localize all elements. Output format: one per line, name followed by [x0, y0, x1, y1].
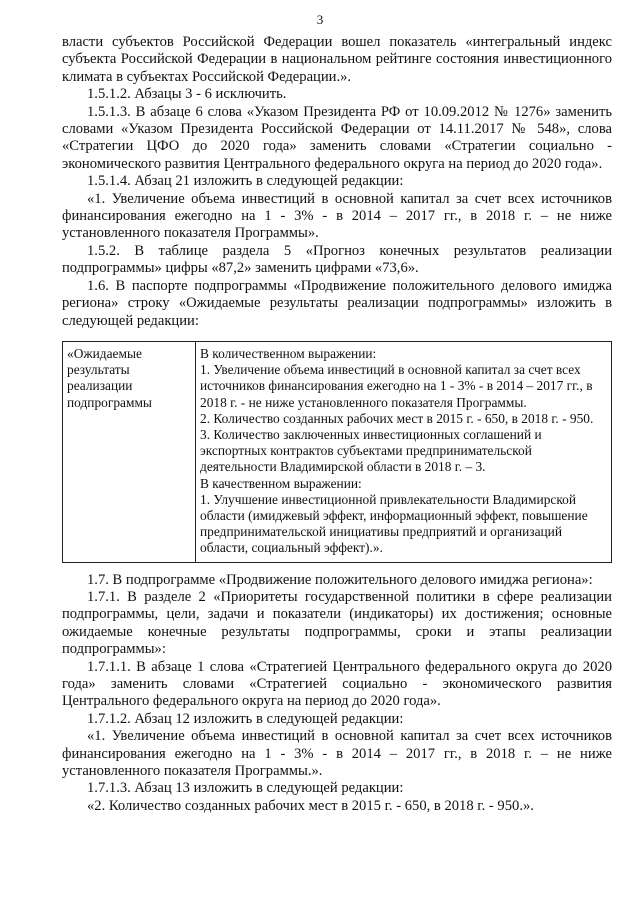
cell-line: В количественном выражении: [200, 345, 377, 361]
cell-line: 2. Количество созданных рабочих мест в 2015 г. - 650, в 2018 г. - 950. [200, 410, 594, 426]
paragraph: «2. Количество созданных рабочих мест в 2015 г. - 650, в 2018 г. - 950.». [87, 797, 534, 814]
cell-line: 1. Улучшение инвестиционной привлекательности Владимирской области (имиджевый эффект, информационный эффект, повышение предпринимательской инициативы предприятий и организаций области, социальный эффект).». [200, 491, 588, 556]
paragraph: «1. Увеличение объема инвестиций в основной капитал за счет всех источников финансирования ежегодно на 1 - 3% - в 2014 – 2017 гг., в 2018 г. – не ниже установленного показателя Программы». [62, 190, 612, 242]
cell-line: В качественном выражении: [200, 475, 362, 491]
paragraph: 1.5.1.3. В абзаце 6 слова «Указом Президента РФ от 10.09.2012 № 1276» заменить словами «Указом Президента Российской Федерации от 14.11.2017 № 548», слова «Стратегии ЦФО до 2020 года» заменить словами «Стратегии социально - экономического развития Центрального федерального округа на период до 2020 года». [62, 103, 612, 172]
paragraph: 1.5.1.2. Абзацы 3 - 6 исключить. [87, 86, 287, 103]
paragraph: 1.7.1.3. Абзац 13 изложить в следующей редакции: [87, 780, 404, 797]
paragraph: власти субъектов Российской Федерации вошел показатель «интегральный индекс субъекта Российской Федерации в национальном рейтинге состояния инвестиционного климата в субъектах Российской Федерации.». [62, 34, 612, 85]
paragraph: 1.7.1. В разделе 2 «Приоритеты государственной политики в сфере реализации подпрограммы, цели, задачи и показатели (индикаторы) их достижения; основные ожидаемые конечные результаты подпрограммы, сроки и этапы реализации подпрограммы»: [62, 588, 612, 658]
page-number: 3 [316, 12, 324, 27]
paragraph: 1.7.1.2. Абзац 12 изложить в следующей редакции: [87, 710, 404, 727]
paragraph: 1.7. В подпрограмме «Продвижение положительного делового имиджа региона»: [87, 571, 593, 588]
expected-results-table [62, 341, 612, 563]
paragraph: 1.5.2. В таблице раздела 5 «Прогноз конечных результатов реализации подпрограммы» цифры «87,2» заменить цифрами «73,6». [62, 242, 612, 277]
document-body [62, 34, 612, 815]
paragraph: 1.6. В паспорте подпрограммы «Продвижение положительного делового имиджа региона» строку «Ожидаемые результаты реализации подпрограммы» изложить в следующей редакции: [62, 277, 612, 329]
paragraph: «1. Увеличение объема инвестиций в основной капитал за счет всех источников финансирования ежегодно на 1 - 3% - в 2014 – 2017 гг., в 2018 г. – не ниже установленного показателя Программы.». [62, 728, 612, 780]
paragraph: 1.7.1.1. В абзаце 1 слова «Стратегией Центрального федерального округа до 2020 года» заменить словами «Стратегией социально - экономического развития Центрального федерального округа на период до 2020 года». [62, 658, 612, 710]
table-cell-value [196, 341, 612, 562]
table-cell-label: «Ожидаемые результаты реализации подпрограммы [63, 341, 196, 562]
paragraph: 1.5.1.4. Абзац 21 изложить в следующей редакции: [87, 173, 404, 190]
cell-line: 1. Увеличение объема инвестиций в основной капитал за счет всех источников финансирования ежегодно на 1 - 3% - в 2014 – 2017 гг., в 2018 г. - не ниже установленного показателя Программы. [200, 362, 593, 410]
table-row [63, 341, 612, 562]
cell-line: 3. Количество заключенных инвестиционных соглашений и экспортных контрактов субъектами предпринимательской деятельности Владимирской области в 2018 г. – 3. [200, 426, 542, 475]
